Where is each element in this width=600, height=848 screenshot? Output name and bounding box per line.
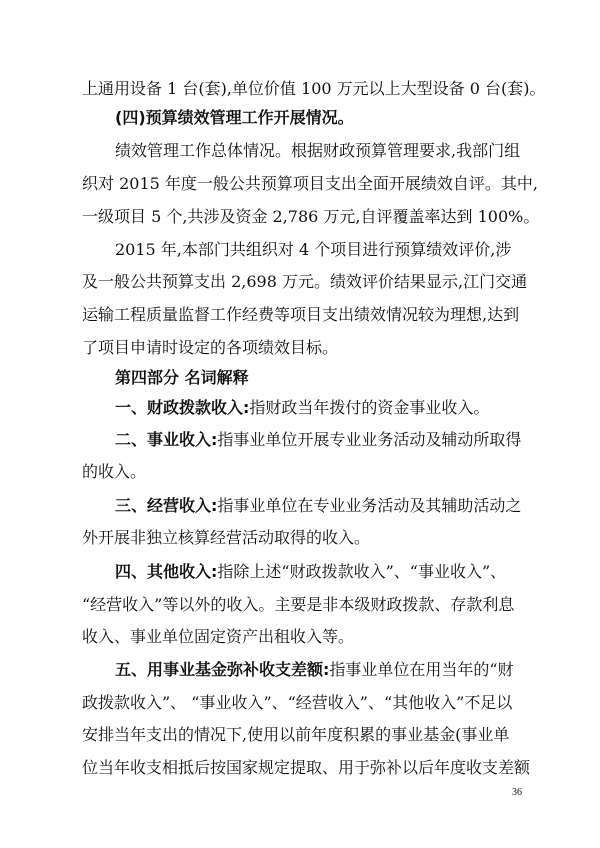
paragraph-line: 政拨款收入”、 “事业收入”、“经营收入”、“其他收入”不足以 bbox=[82, 693, 513, 712]
paragraph-line: 及一般公共预算支出 2,698 万元。绩效评价结果显示,江门交通 bbox=[82, 272, 528, 291]
definition-term: 五、用事业基金弥补收支差额: bbox=[115, 660, 330, 679]
paragraph-line: 上通用设备 1 台(套),单位价值 100 万元以上大型设备 0 台(套)。 bbox=[82, 79, 546, 98]
paragraph-line: 绩效管理工作总体情况。根据财政预算管理要求,我部门组 bbox=[115, 141, 521, 160]
paragraph-line: 一级项目 5 个,共涉及资金 2,786 万元,自评覆盖率达到 100%。 bbox=[82, 207, 540, 226]
definition-text: 指事业单位在用当年的“财 bbox=[329, 660, 514, 679]
paragraph-line: 位当年收支相抵后按国家规定提取、用于弥补以后年度收支差额 bbox=[82, 758, 531, 777]
definition-term: 四、其他收入: bbox=[115, 562, 218, 581]
page-number: 36 bbox=[512, 787, 522, 798]
definition-business-income bbox=[115, 430, 521, 450]
paragraph-line: 运输工程质量监督工作经费等项目支出绩效情况较为理想,达到 bbox=[82, 305, 520, 324]
definition-term: 二、事业收入: bbox=[115, 430, 218, 449]
definition-other-income bbox=[115, 562, 506, 582]
paragraph-line: 了项目申请时设定的各项绩效目标。 bbox=[82, 338, 339, 357]
definition-text: 指事业单位开展专业业务活动及辅动所取得 bbox=[217, 430, 522, 449]
paragraph-line: 收入、事业单位固定资产出租收入等。 bbox=[82, 627, 355, 646]
definition-term: 三、经营收入: bbox=[115, 496, 218, 515]
definition-text: 指事业单位在专业业务活动及其辅助活动之 bbox=[217, 496, 522, 515]
section-heading: (四)预算绩效管理工作开展情况。 bbox=[115, 108, 354, 127]
definition-fund-offset bbox=[115, 660, 514, 680]
paragraph-line: 安排当年支出的情况下,使用以前年度积累的事业基金(事业单 bbox=[82, 725, 510, 744]
definition-text: 指财政当年拨付的资金事业收入。 bbox=[249, 398, 490, 417]
definition-term: 一、财政拨款收入: bbox=[115, 398, 250, 417]
paragraph-line: 织对 2015 年度一般公共预算项目支出全面开展绩效自评。其中, bbox=[82, 174, 538, 193]
definition-operating-income bbox=[115, 496, 521, 516]
definition-text: 指除上述“财政拨款收入”、“事业收入”、 bbox=[217, 562, 507, 581]
part-heading: 第四部分 名词解释 bbox=[115, 368, 249, 387]
definition-financial-appropriation bbox=[115, 398, 489, 418]
paragraph-line: 的收入。 bbox=[82, 462, 147, 481]
paragraph-line: 2015 年,本部门共组织对 4 个项目进行预算绩效评价,涉 bbox=[115, 240, 512, 259]
paragraph-line: 外开展非独立核算经营活动取得的收入。 bbox=[82, 528, 371, 547]
paragraph-line: “经营收入”等以外的收入。主要是非本级财政拨款、存款利息 bbox=[82, 595, 515, 614]
